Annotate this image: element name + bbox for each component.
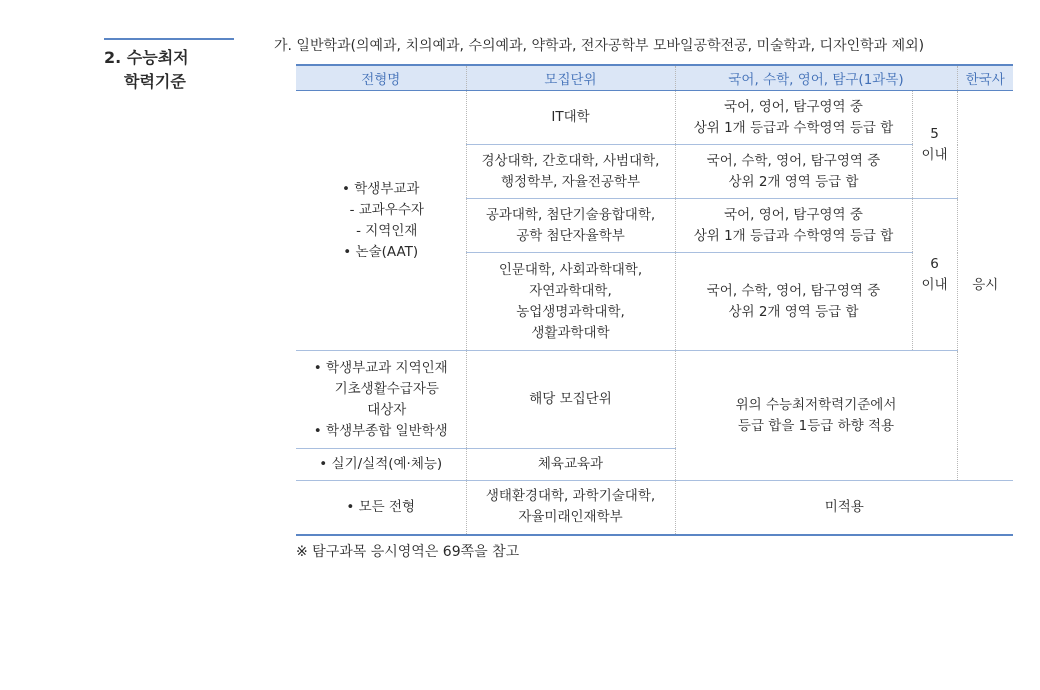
unit-line: 생활과학대학	[531, 324, 610, 341]
criteria-line: 상위 2개 영역 등급 합	[728, 303, 859, 320]
grade-limit-a	[912, 91, 957, 199]
grade-limit-b	[912, 199, 957, 351]
criteria-line: 상위 2개 영역 등급 합	[728, 173, 859, 190]
unit-cell	[466, 145, 675, 199]
type-line: • 학생부교과 지역인재	[313, 359, 448, 376]
sub-heading: 가. 일반학과(의예과, 치의예과, 수의예과, 약학과, 전자공학부 모바일공학전공, 미술학과, 디자인학과 제외)	[274, 38, 925, 54]
section-title-line2: 학력기준	[124, 72, 186, 91]
table-header-row	[296, 65, 1013, 91]
unit-cell	[466, 199, 675, 253]
table-row	[296, 481, 1013, 535]
grade-line: 5	[930, 125, 939, 142]
criteria-cell	[675, 145, 912, 199]
table-row	[296, 351, 1013, 449]
type-line: 기초생활수급자등	[334, 380, 439, 397]
criteria-line: 국어, 영어, 탐구영역 중	[724, 206, 863, 223]
criteria-line: 국어, 영어, 탐구영역 중	[724, 98, 863, 115]
header-admission-type: 전형명	[296, 65, 466, 91]
unit-line: 자율미래인재학부	[518, 509, 623, 526]
header-subjects: 국어, 수학, 영어, 탐구(1과목)	[675, 65, 957, 91]
criteria-not-applied-cell: 미적용	[675, 481, 1013, 535]
header-korean-history: 한국사	[957, 65, 1013, 91]
type-line: • 학생부종합 일반학생	[313, 422, 448, 439]
criteria-cell	[675, 91, 912, 145]
section-title	[104, 46, 189, 94]
unit-line: 인문대학, 사회과학대학,	[498, 261, 643, 278]
grade-line: 이내	[921, 146, 948, 163]
footnote: ※ 탐구과목 응시영역은 69쪽을 참고	[296, 544, 520, 560]
criteria-line: 국어, 수학, 영어, 탐구영역 중	[706, 282, 881, 299]
section-title-line1: 2. 수능최저	[104, 48, 189, 67]
criteria-table	[296, 64, 1013, 536]
criteria-line: 국어, 수학, 영어, 탐구영역 중	[706, 152, 881, 169]
admission-type-group2	[296, 351, 466, 449]
criteria-line: 상위 1개 등급과 수학영역 등급 합	[693, 227, 894, 244]
criteria-cell	[675, 253, 912, 351]
unit-line: 생태환경대학, 과학기술대학,	[485, 488, 656, 505]
unit-line: 경상대학, 간호대학, 사범대학,	[481, 152, 660, 169]
type-line: - 교과우수자	[349, 201, 424, 218]
korean-history-cell: 응시	[957, 91, 1013, 481]
unit-cell: 체육교육과	[466, 449, 675, 481]
table-row	[296, 91, 1013, 145]
admission-type-group1	[296, 91, 466, 351]
grade-line: 6	[930, 255, 939, 272]
criteria-cell	[675, 199, 912, 253]
type-line: 대상자	[367, 401, 407, 418]
unit-cell	[466, 253, 675, 351]
type-line: • 학생부교과	[342, 180, 420, 197]
type-line: - 지역인재	[356, 222, 418, 239]
type-line: • 논술(AAT)	[343, 243, 419, 260]
unit-cell: 해당 모집단위	[466, 351, 675, 449]
unit-line: 행정학부, 자율전공학부	[501, 173, 640, 190]
unit-line: IT대학	[551, 109, 590, 125]
criteria-line: 위의 수능최저학력기준에서	[735, 396, 897, 413]
admission-type-group3: • 실기/실적(예·체능)	[296, 449, 466, 481]
unit-cell	[466, 481, 675, 535]
admission-type-group4: • 모든 전형	[296, 481, 466, 535]
criteria-line: 등급 합을 1등급 하향 적용	[737, 417, 895, 434]
unit-cell	[466, 91, 675, 145]
criteria-line: 상위 1개 등급과 수학영역 등급 합	[693, 119, 894, 136]
unit-line: 자연과학대학,	[529, 282, 612, 299]
unit-line: 농업생명과학대학,	[516, 303, 625, 320]
unit-line: 공과대학, 첨단기술융합대학,	[485, 206, 656, 223]
section-rule	[104, 38, 234, 40]
unit-line: 공학 첨단자율학부	[516, 227, 625, 244]
grade-line: 이내	[921, 276, 948, 293]
header-unit: 모집단위	[466, 65, 675, 91]
criteria-downgrade-cell	[675, 351, 957, 481]
